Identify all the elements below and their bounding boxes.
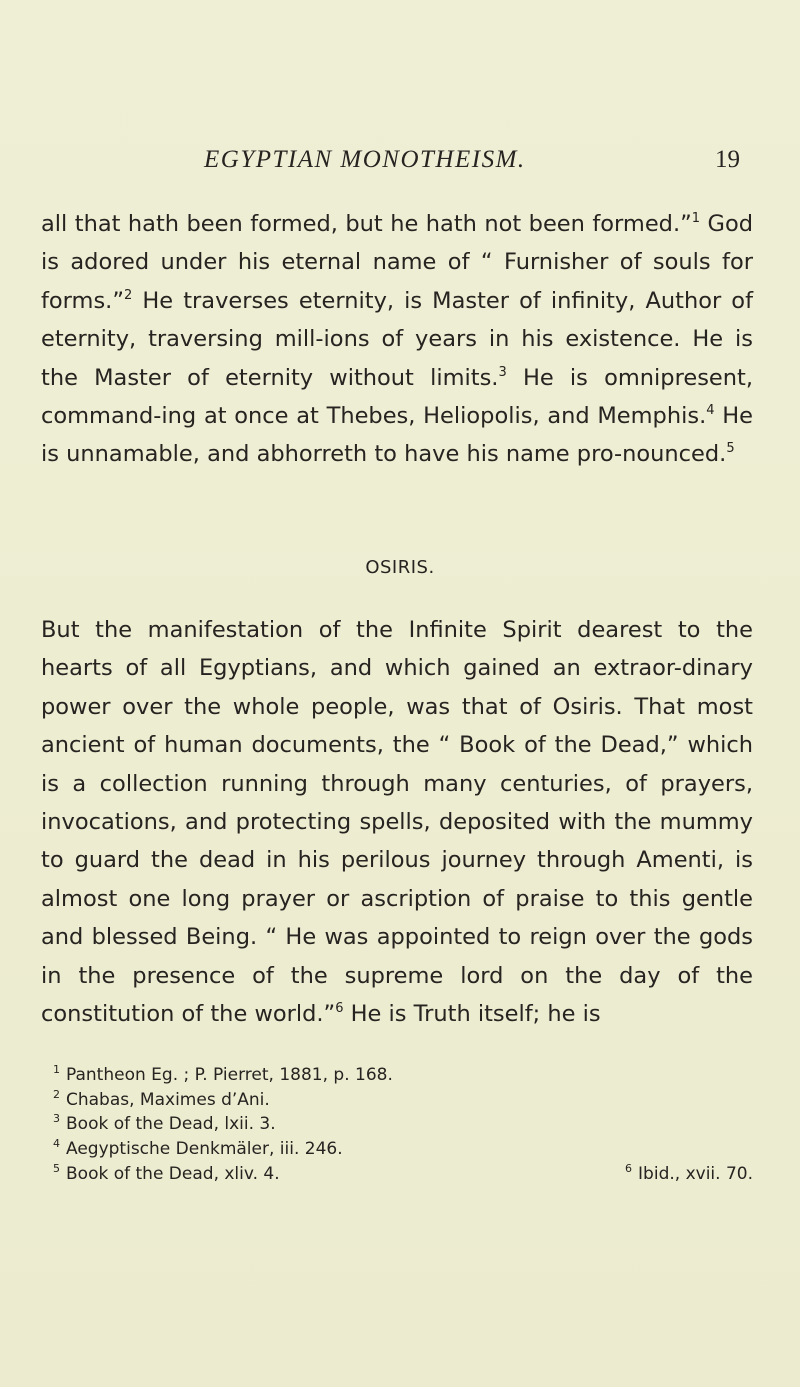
footnote-ref-4: 4 [706, 403, 715, 419]
paragraph-1-text-a: all that hath been formed, but he hath not been formed.” [41, 211, 692, 237]
footnote-6 [625, 1162, 753, 1187]
paragraph-1-text-e: He is unnamable, and abhorreth to have his name pro-nounced. [41, 403, 753, 468]
paragraph-1-text-b: God is adored under his eternal name of “ Furnisher of souls for forms.” [41, 211, 753, 314]
footnote-text: Book of the Dead, lxii. 3. [66, 1114, 276, 1135]
footnote-3 [41, 1112, 753, 1137]
paragraph-1-text-c: He traverses eternity, is Master of infinity, Author of eternity, traversing mill-ions of years in his existence. He is the Master of eternity without limits. [41, 287, 753, 391]
section-heading: OSIRIS. [365, 557, 435, 578]
footnote-number: 1 [53, 1063, 60, 1076]
paragraph-2-text-a: But the manifestation of the Infinite Spirit dearest to the hearts of all Egyptians, and which gained an extraor-dinary power over the whole people, was that of Osiris. That most ancient of human documents, the “ Book of the Dead,” which is a collection running through many centuries, of prayers, invocations, and protecting spells, deposited with the mummy to guard the dead in his perilous journey through Amenti, is almost one long prayer or ascription of praise to this gentle and blessed Being. “ He was appointed to reign over the gods in the presence of the supreme lord on the day of the constitution of the world.” [41, 617, 753, 1028]
footnote-ref-1: 1 [691, 211, 701, 226]
footnote-row-5-6 [41, 1162, 753, 1187]
footnote-text: Chabas, Maximes d’Ani. [66, 1089, 270, 1110]
page-number: 19 [715, 146, 740, 173]
paragraph-2 [41, 611, 753, 1033]
paragraph-1 [41, 205, 753, 474]
footnote-text: Aegyptische Denkmäler, iii. 246. [66, 1139, 343, 1160]
footnote-ref-2: 2 [124, 287, 133, 303]
paragraph-1-text-d: He is omnipresent, command-ing at once at Thebes, Heliopolis, and Memphis. [41, 364, 753, 430]
footnote-number: 5 [53, 1161, 60, 1175]
footnote-ref-3: 3 [498, 364, 507, 380]
footnote-number: 3 [53, 1112, 60, 1126]
paragraph-2-text-b: He is Truth itself; he is [343, 1001, 601, 1028]
footnote-number: 2 [53, 1087, 60, 1101]
footnote-1 [41, 1063, 753, 1088]
footnote-5 [53, 1162, 280, 1187]
footnote-text: Ibid., xvii. 70. [638, 1163, 753, 1184]
footnote-2 [41, 1088, 753, 1113]
running-title: EGYPTIAN MONOTHEISM. [204, 146, 526, 173]
footnote-4 [41, 1137, 753, 1162]
footnote-ref-5: 5 [726, 441, 735, 457]
footnotes [41, 1063, 753, 1187]
footnote-text: Book of the Dead, xliv. 4. [66, 1163, 280, 1184]
footnote-number: 4 [53, 1137, 60, 1151]
footnote-number: 6 [625, 1161, 633, 1175]
footnote-text: Pantheon Eg. ; P. Pierret, 1881, p. 168. [66, 1065, 393, 1085]
running-head [0, 146, 800, 186]
footnote-ref-6: 6 [335, 1001, 344, 1017]
